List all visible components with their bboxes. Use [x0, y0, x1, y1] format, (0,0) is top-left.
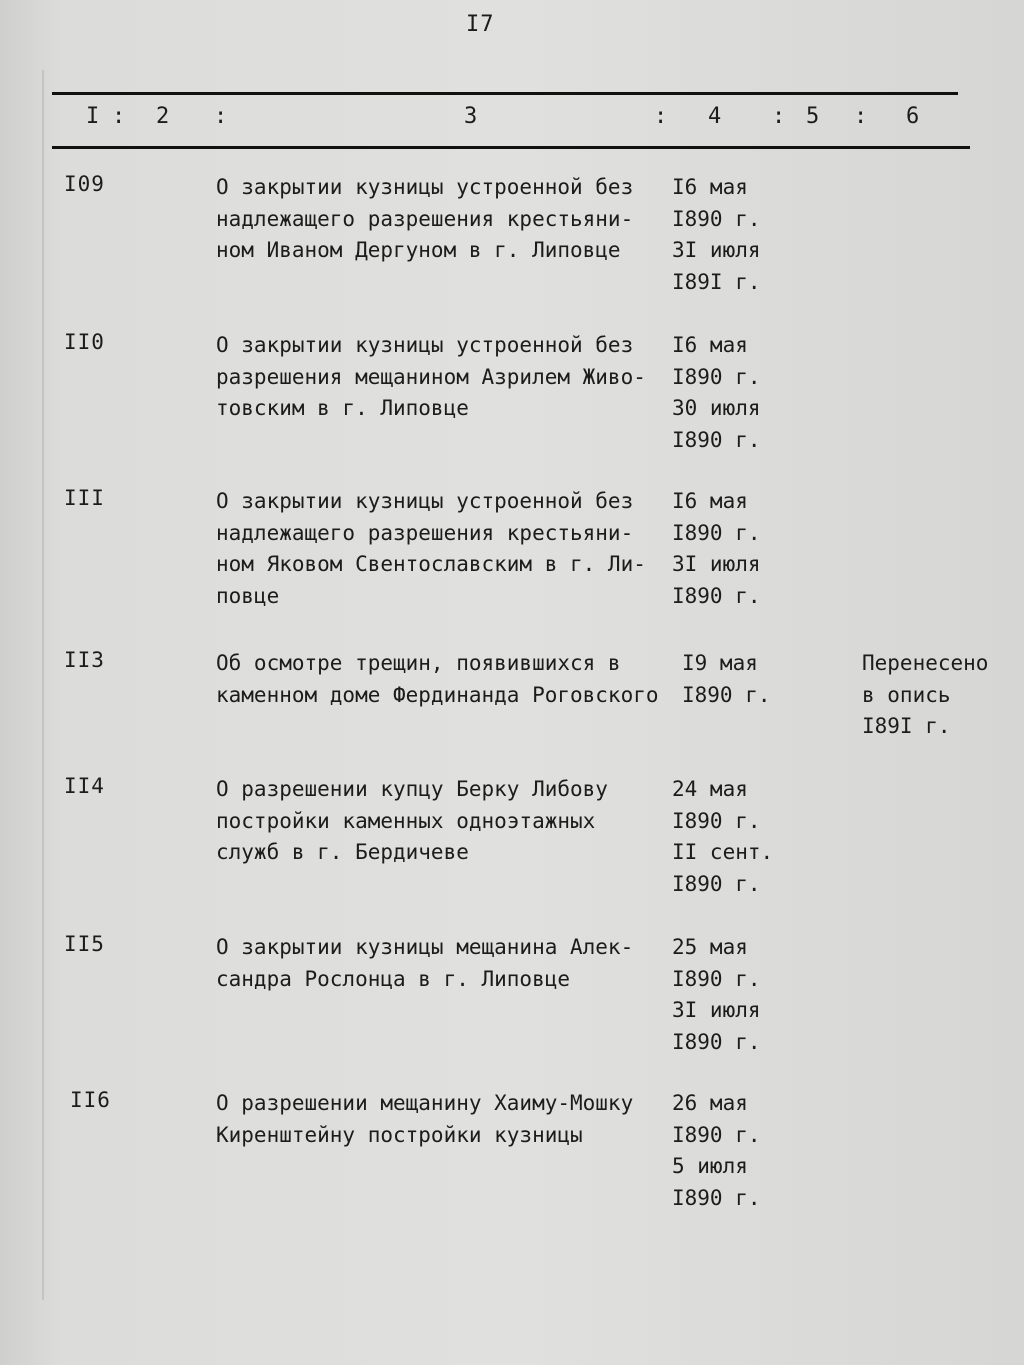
entry-description: О закрытии кузницы устроенной без надлежащего разрешения крестьяни- ном Иваном Дергуном в г. Липовце	[216, 175, 634, 262]
entry-number: I09	[64, 172, 105, 196]
entry-number: II0	[64, 330, 105, 354]
entry-dates: 24 мая I890 г. II сент. I890 г.	[672, 777, 774, 896]
column-separator: :	[854, 104, 868, 129]
entry-dates: I9 мая I890 г.	[682, 651, 771, 707]
column-separator: :	[772, 104, 786, 129]
column-number-6: 6	[906, 104, 920, 129]
column-number-5: 5	[806, 104, 820, 129]
entry-number: II4	[64, 774, 105, 798]
column-number-3: 3	[464, 104, 478, 129]
entry-number: II5	[64, 932, 105, 956]
column-separator: :	[112, 104, 126, 129]
entry-dates: 26 мая I890 г. 5 июля I890 г.	[672, 1091, 761, 1210]
entry-description: Об осмотре трещин, появившихся в каменном доме Фердинанда Роговского	[216, 651, 659, 707]
entry-note: Перенесено в опись I89I г.	[862, 651, 989, 738]
column-number-2: 2	[156, 104, 170, 129]
entry-description: О закрытии кузницы устроенной без разрешения мещанином Азрилем Живо- товским в г. Липовце	[216, 333, 646, 420]
header-top-rule	[52, 92, 958, 95]
column-separator: :	[214, 104, 228, 129]
entry-description: О закрытии кузницы устроенной без надлежащего разрешения крестьяни- ном Яковом Свентославским в г. Ли- повце	[216, 489, 646, 608]
entry-dates: I6 мая I890 г. 3I июля I890 г.	[672, 489, 761, 608]
entry-dates: 25 мая I890 г. 3I июля I890 г.	[672, 935, 761, 1054]
entry-dates: I6 мая I890 г. 3I июля I89I г.	[672, 175, 761, 294]
column-number-1: I	[86, 104, 100, 129]
entry-number: III	[64, 486, 105, 510]
header-bottom-rule	[52, 146, 970, 149]
entry-description: О разрешении купцу Берку Либову постройки каменных одноэтажных служб в г. Бердичеве	[216, 777, 608, 864]
entry-description: О закрытии кузницы мещанина Алек- сандра Рослонца в г. Липовце	[216, 935, 634, 991]
entry-description: О разрешении мещанину Хаиму-Мошку Киренштейну постройки кузницы	[216, 1091, 634, 1147]
entry-number: II3	[64, 648, 105, 672]
column-separator: :	[654, 104, 668, 129]
entry-number: II6	[70, 1088, 111, 1112]
page-edge-shadow	[42, 70, 44, 1300]
column-number-4: 4	[708, 104, 722, 129]
page-number: I7	[466, 12, 495, 37]
entry-dates: I6 мая I890 г. 30 июля I890 г.	[672, 333, 761, 452]
